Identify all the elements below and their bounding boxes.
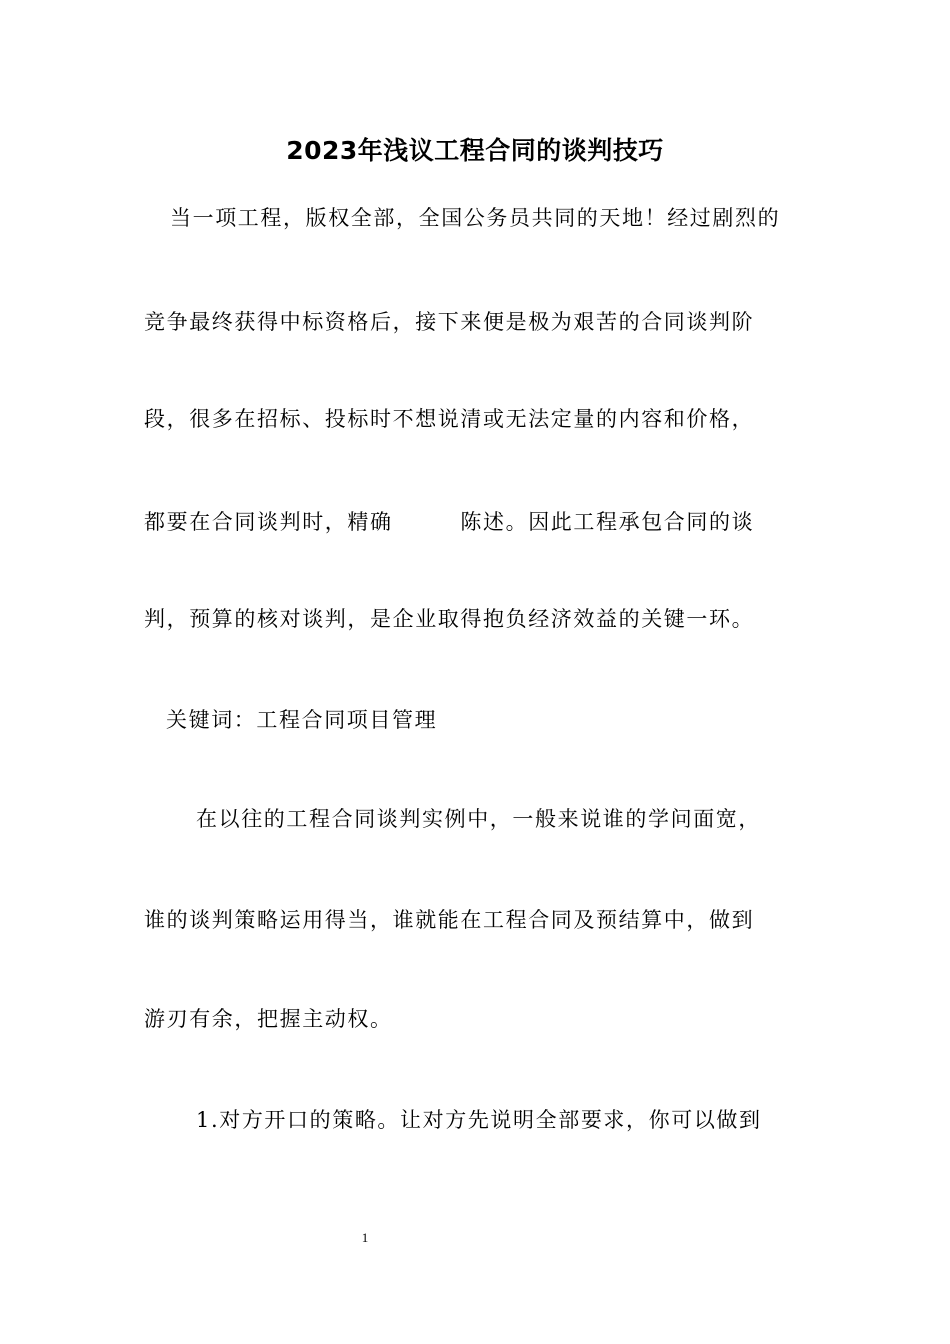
paragraph-line: 判，预算的核对谈判，是企业取得抱负经济效益的关键一环。 — [144, 607, 755, 631]
list-item-line: 1.对方开口的策略。让对方先说明全部要求，你可以做到 — [196, 1108, 762, 1132]
keywords-line: 关键词：工程合同项目管理 — [166, 708, 438, 732]
paragraph-line: 游刃有余，把握主动权。 — [144, 1007, 393, 1031]
document-title: 2023年浅议工程合同的谈判技巧 — [286, 136, 664, 165]
page-number: 1 — [361, 1230, 369, 1245]
paragraph-line: 竞争最终获得中标资格后，接下来便是极为艰苦的合同谈判阶 — [144, 310, 755, 334]
paragraph-line: 当一项工程，版权全部，全国公务员共同的天地！经过剧烈的 — [170, 206, 781, 230]
paragraph-line: 谁的谈判策略运用得当，谁就能在工程合同及预结算中，做到 — [144, 908, 755, 932]
paragraph-line: 在以往的工程合同谈判实例中，一般来说谁的学问面宽， — [196, 807, 761, 831]
paragraph-line: 都要在合同谈判时，精确 陈述。因此工程承包合同的谈 — [144, 510, 755, 534]
paragraph-line: 段，很多在招标、投标时不想说清或无法定量的内容和价格， — [144, 407, 755, 431]
